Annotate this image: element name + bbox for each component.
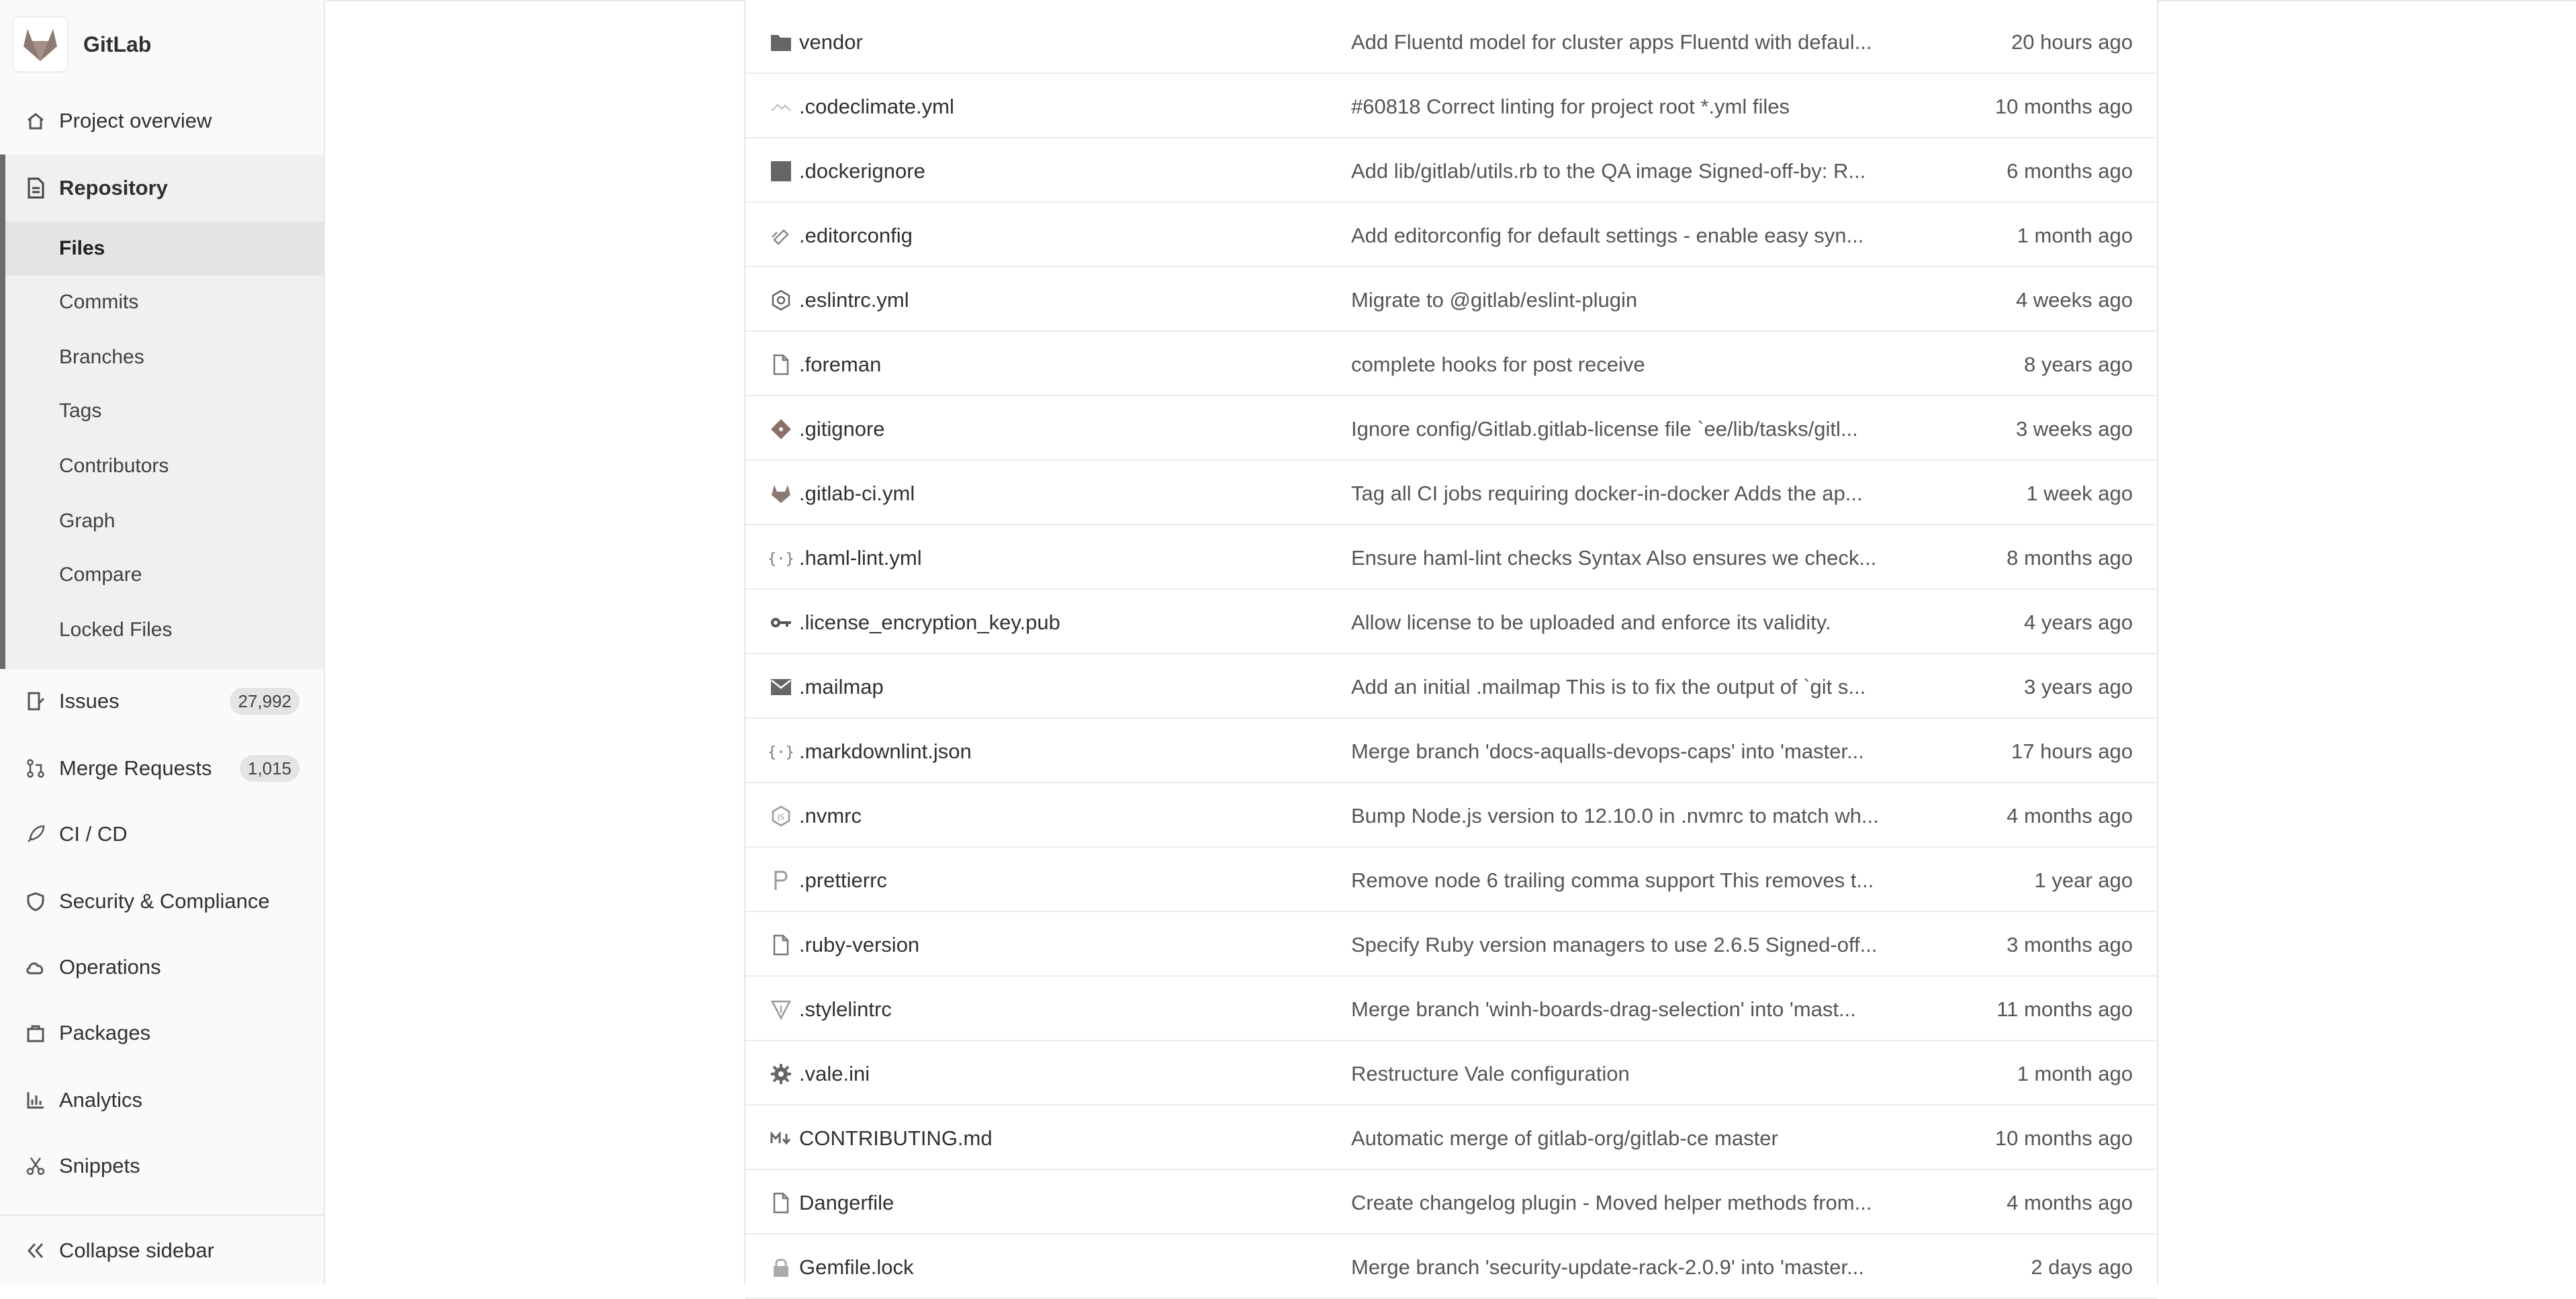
file-name-link[interactable]: .prettierrc bbox=[799, 868, 887, 892]
last-update-time: 10 months ago bbox=[1994, 95, 2133, 118]
last-update-time: 4 years ago bbox=[2024, 611, 2133, 634]
nav-analytics[interactable] bbox=[0, 1073, 324, 1127]
file-row[interactable] bbox=[745, 398, 2157, 461]
document-icon bbox=[24, 177, 47, 199]
nav-contributors[interactable] bbox=[5, 439, 324, 493]
last-update-time: 8 years ago bbox=[2024, 353, 2133, 376]
nav-locked-files[interactable] bbox=[5, 603, 324, 657]
last-update-time: 4 months ago bbox=[2007, 804, 2133, 827]
nav-files[interactable] bbox=[5, 222, 324, 275]
file-row[interactable] bbox=[745, 656, 2157, 719]
nav-issues[interactable] bbox=[0, 674, 324, 728]
file-name-link[interactable]: .stylelintrc bbox=[799, 997, 892, 1021]
last-update-time: 6 months ago bbox=[2007, 159, 2133, 183]
last-update-time: 2 days ago bbox=[2031, 1255, 2133, 1279]
file-name-link[interactable]: .nvmrc bbox=[799, 804, 862, 827]
folder-icon bbox=[770, 31, 792, 54]
file-name-link[interactable]: .markdownlint.json bbox=[799, 740, 972, 763]
file-row[interactable] bbox=[745, 978, 2157, 1041]
last-update-time: 3 years ago bbox=[2024, 675, 2133, 699]
file-icon bbox=[770, 353, 792, 376]
commit-message-link[interactable]: Migrate to @gitlab/eslint-plugin bbox=[1351, 288, 1638, 312]
markdown-icon bbox=[770, 1127, 792, 1150]
file-name-link[interactable]: .gitlab-ci.yml bbox=[799, 482, 915, 505]
file-name-link[interactable]: .foreman bbox=[799, 353, 882, 376]
nav-branches-label: Branches bbox=[59, 346, 144, 368]
nav-project-overview[interactable] bbox=[0, 94, 324, 148]
node-icon bbox=[770, 805, 792, 827]
nav-analytics-label: Analytics bbox=[59, 1088, 143, 1112]
file-name-link[interactable]: .ruby-version bbox=[799, 933, 920, 956]
collapse-sidebar-button[interactable] bbox=[0, 1224, 324, 1278]
nav-contributors-label: Contributors bbox=[59, 455, 169, 477]
nav-compare[interactable] bbox=[5, 548, 324, 602]
nav-snippets-label: Snippets bbox=[59, 1154, 140, 1177]
package-icon bbox=[24, 1022, 47, 1044]
mail-icon bbox=[770, 676, 792, 699]
commit-message-link[interactable]: Remove node 6 trailing comma support This removes t... bbox=[1351, 868, 1874, 892]
file-name-link[interactable]: .gitignore bbox=[799, 417, 885, 441]
file-name-link[interactable]: Dangerfile bbox=[799, 1191, 894, 1214]
file-name-link[interactable]: .mailmap bbox=[799, 675, 884, 699]
nav-operations-label: Operations bbox=[59, 955, 161, 979]
rocket-icon bbox=[24, 823, 47, 846]
file-row[interactable] bbox=[745, 1042, 2157, 1106]
file-row[interactable] bbox=[745, 913, 2157, 977]
last-update-time: 4 weeks ago bbox=[2015, 288, 2133, 312]
braces-icon bbox=[770, 547, 792, 570]
nav-packages-label: Packages bbox=[59, 1021, 151, 1044]
nav-graph-label: Graph bbox=[59, 510, 116, 532]
commit-message-link[interactable]: Ignore config/Gitlab.gitlab-license file `ee/lib/tasks/gitl... bbox=[1351, 417, 1858, 441]
svg-text:JS: JS bbox=[777, 813, 785, 821]
nav-compare-label: Compare bbox=[59, 564, 142, 586]
gitlab-icon bbox=[770, 482, 792, 505]
svg-text:{·}: {·} bbox=[768, 744, 794, 761]
file-icon bbox=[770, 934, 792, 956]
key-icon bbox=[770, 611, 792, 634]
nav-repository-label: Repository bbox=[59, 176, 168, 199]
codeclimate-icon bbox=[770, 95, 792, 118]
file-row[interactable] bbox=[745, 333, 2157, 396]
file-name-link[interactable]: .codeclimate.yml bbox=[799, 95, 954, 118]
file-row[interactable] bbox=[745, 849, 2157, 912]
file-row[interactable] bbox=[745, 11, 2157, 74]
nav-locked-files-label: Locked Files bbox=[59, 619, 173, 641]
merge-request-icon bbox=[24, 757, 47, 780]
last-update-time: 8 months ago bbox=[2007, 546, 2133, 570]
last-update-time: 3 months ago bbox=[2007, 933, 2133, 956]
nav-merge-requests-label: Merge Requests bbox=[59, 756, 212, 780]
cloud-icon bbox=[24, 956, 47, 979]
nav-tags[interactable] bbox=[5, 384, 324, 438]
nav-operations[interactable] bbox=[0, 940, 324, 994]
commit-message-link[interactable]: Merge branch 'security-update-rack-2.0.9' into 'master... bbox=[1351, 1255, 1864, 1279]
commit-message-link[interactable]: Ensure haml-lint checks Syntax Also ensures we check... bbox=[1351, 546, 1877, 570]
shield-icon bbox=[24, 890, 47, 913]
last-update-time: 17 hours ago bbox=[2011, 740, 2133, 763]
last-update-time: 1 year ago bbox=[2034, 868, 2133, 892]
sidebar bbox=[0, 0, 325, 1284]
file-name-link[interactable]: CONTRIBUTING.md bbox=[799, 1126, 993, 1150]
nav-security-compliance[interactable] bbox=[0, 875, 324, 928]
eslint-icon bbox=[770, 289, 792, 312]
file-row[interactable] bbox=[745, 1107, 2157, 1170]
commit-message-link[interactable]: Restructure Vale configuration bbox=[1351, 1062, 1630, 1085]
repository-section bbox=[0, 154, 324, 669]
nav-snippets[interactable] bbox=[0, 1139, 324, 1193]
issues-count-badge: 27,992 bbox=[230, 688, 300, 715]
nav-repository[interactable] bbox=[5, 154, 324, 222]
home-icon bbox=[24, 109, 47, 132]
file-row[interactable] bbox=[745, 591, 2157, 654]
file-row[interactable] bbox=[745, 204, 2157, 267]
file-name-link[interactable]: .dockerignore bbox=[799, 159, 925, 183]
git-icon bbox=[770, 418, 792, 441]
gitlab-logo-icon bbox=[12, 16, 68, 73]
file-name-link[interactable]: .license_encryption_key.pub bbox=[799, 611, 1060, 634]
collapse-sidebar-label: Collapse sidebar bbox=[59, 1239, 214, 1262]
file-tree-table bbox=[744, 0, 2158, 1284]
project-brand[interactable] bbox=[12, 16, 151, 73]
scissors-icon bbox=[24, 1155, 47, 1177]
commit-message-link[interactable]: Create changelog plugin - Moved helper methods from... bbox=[1351, 1191, 1872, 1214]
commit-message-link[interactable]: Specify Ruby version managers to use 2.6.5 Signed-off... bbox=[1351, 933, 1878, 956]
file-name-link[interactable]: vendor bbox=[799, 30, 863, 54]
commit-message-link[interactable]: Bump Node.js version to 12.10.0 in .nvmrc to match wh... bbox=[1351, 804, 1879, 827]
issues-icon bbox=[24, 690, 47, 713]
file-name-link[interactable]: .haml-lint.yml bbox=[799, 546, 922, 570]
nav-ci-cd-label: CI / CD bbox=[59, 822, 128, 846]
nav-packages[interactable] bbox=[0, 1006, 324, 1060]
nav-files-label: Files bbox=[59, 237, 105, 259]
double-chevron-left-icon bbox=[24, 1239, 47, 1262]
file-row[interactable] bbox=[745, 462, 2157, 525]
file-row[interactable] bbox=[745, 1171, 2157, 1235]
last-update-time: 4 months ago bbox=[2007, 1191, 2133, 1214]
file-row[interactable] bbox=[745, 785, 2157, 848]
prettier-icon bbox=[770, 869, 792, 892]
commit-message-link[interactable]: #60818 Correct linting for project root *.yml files bbox=[1351, 95, 1790, 118]
commit-message-link[interactable]: Merge branch 'docs-aqualls-devops-caps' into 'master... bbox=[1351, 740, 1864, 763]
commit-message-link[interactable]: Add editorconfig for default settings - enable easy syn... bbox=[1351, 224, 1864, 247]
last-update-time: 11 months ago bbox=[1996, 997, 2133, 1021]
last-update-time: 1 month ago bbox=[2017, 224, 2133, 247]
file-name-link[interactable]: .editorconfig bbox=[799, 224, 913, 247]
braces-icon bbox=[770, 740, 792, 763]
commit-message-link[interactable]: Allow license to be uploaded and enforce its validity. bbox=[1351, 611, 1831, 634]
sidebar-divider bbox=[0, 1214, 324, 1216]
file-name-link[interactable]: Gemfile.lock bbox=[799, 1255, 914, 1279]
lock-icon bbox=[770, 1256, 792, 1279]
nav-tags-label: Tags bbox=[59, 400, 102, 422]
last-update-time: 10 months ago bbox=[1994, 1126, 2133, 1150]
file-row[interactable] bbox=[745, 1236, 2157, 1299]
nav-issues-label: Issues bbox=[59, 689, 120, 713]
file-row[interactable] bbox=[745, 720, 2157, 783]
last-update-time: 1 week ago bbox=[2026, 482, 2133, 505]
nav-merge-requests[interactable] bbox=[0, 742, 324, 795]
commit-message-link[interactable]: Tag all CI jobs requiring docker-in-docker Adds the ap... bbox=[1351, 482, 1863, 505]
chart-icon bbox=[24, 1089, 47, 1112]
file-icon bbox=[770, 1192, 792, 1214]
docker-icon bbox=[770, 160, 792, 183]
commit-message-link[interactable]: Add an initial .mailmap This is to fix the output of `git s... bbox=[1351, 675, 1866, 699]
commit-message-link[interactable]: Merge branch 'winh-boards-drag-selection' into 'mast... bbox=[1351, 997, 1856, 1021]
commit-message-link[interactable]: complete hooks for post receive bbox=[1351, 353, 1645, 376]
last-update-time: 1 month ago bbox=[2017, 1062, 2133, 1085]
commit-message-link[interactable]: Add Fluentd model for cluster apps Fluentd with defaul... bbox=[1351, 30, 1872, 54]
nav-commits-label: Commits bbox=[59, 291, 139, 313]
last-update-time: 20 hours ago bbox=[2011, 30, 2133, 54]
editorconfig-icon bbox=[770, 224, 792, 247]
stylelint-icon bbox=[770, 998, 792, 1021]
nav-project-overview-label: Project overview bbox=[59, 109, 212, 132]
nav-commits[interactable] bbox=[5, 275, 324, 329]
nav-ci-cd[interactable] bbox=[0, 807, 324, 861]
commit-message-link[interactable]: Add lib/gitlab/utils.rb to the QA image Signed-off-by: R... bbox=[1351, 159, 1866, 183]
svg-text:{·}: {·} bbox=[768, 551, 794, 568]
file-row[interactable] bbox=[745, 75, 2157, 138]
commit-message-link[interactable]: Automatic merge of gitlab-org/gitlab-ce master bbox=[1351, 1126, 1778, 1150]
file-row[interactable] bbox=[745, 140, 2157, 203]
file-row[interactable] bbox=[745, 527, 2157, 590]
merge-requests-count-badge: 1,015 bbox=[240, 755, 300, 782]
nav-graph[interactable] bbox=[5, 494, 324, 548]
nav-branches[interactable] bbox=[5, 330, 324, 384]
project-name: GitLab bbox=[83, 32, 152, 56]
file-row[interactable] bbox=[745, 269, 2157, 332]
file-name-link[interactable]: .vale.ini bbox=[799, 1062, 870, 1085]
file-name-link[interactable]: .eslintrc.yml bbox=[799, 288, 909, 312]
nav-security-label: Security & Compliance bbox=[59, 889, 270, 913]
gear-icon bbox=[770, 1063, 792, 1085]
last-update-time: 3 weeks ago bbox=[2015, 417, 2133, 441]
